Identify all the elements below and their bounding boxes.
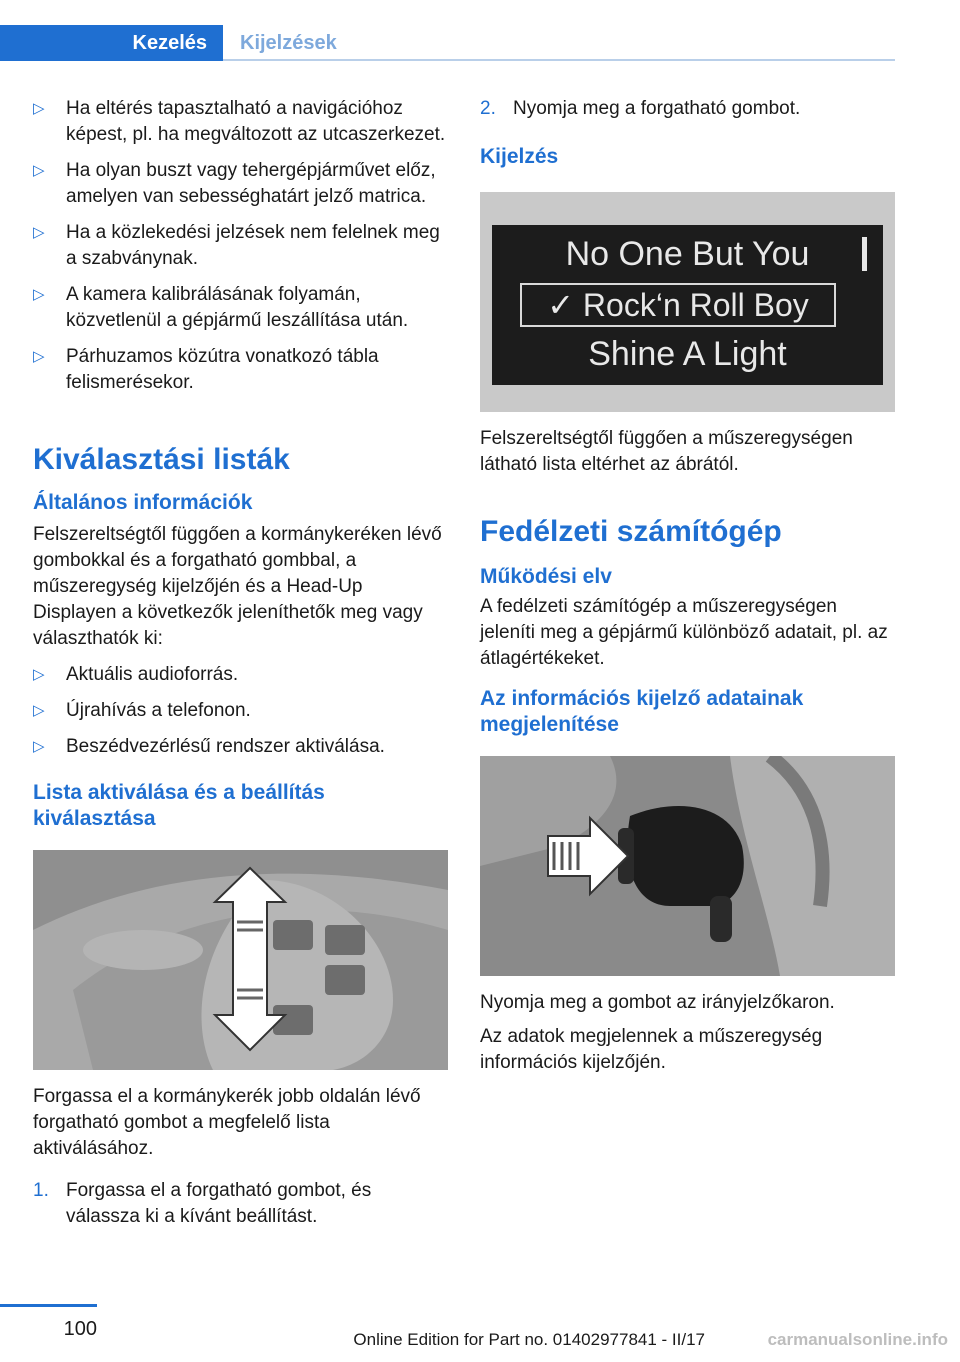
display-list-item: No One But You bbox=[565, 235, 810, 273]
step-number: 1. bbox=[33, 1180, 49, 1201]
triangle-bullet-icon: ▷ bbox=[33, 738, 45, 755]
subsection-title: Lista aktiválása és a beállítás kiválasztása bbox=[33, 781, 325, 830]
list-item bbox=[33, 282, 448, 334]
subsection-title: Kijelzés bbox=[480, 145, 559, 168]
triangle-bullet-icon: ▷ bbox=[33, 224, 45, 241]
list-item bbox=[33, 698, 448, 724]
list-item-text: Ha a közlekedési jelzések nem felelnek meg a szabványnak. bbox=[66, 222, 440, 269]
subsection-title: Általános információk bbox=[33, 491, 253, 514]
triangle-bullet-icon: ▷ bbox=[33, 100, 45, 117]
tab-kezeles[interactable]: Kezelés bbox=[0, 25, 223, 61]
scrollbar-indicator bbox=[862, 237, 867, 271]
intro-paragraph: Felszereltségtől függően a kormánykeréken lévő gombokkal és a forgatható gombbal, a műszeregység kijelzőjén és a Head-Up Displayen a következők jeleníthetők meg vagy választhatók ki: bbox=[33, 524, 442, 649]
list-item-text: Párhuzamos közútra vonatkozó tábla felismerésekor. bbox=[66, 346, 379, 393]
list-item bbox=[33, 734, 448, 760]
step-number: 2. bbox=[480, 98, 496, 119]
left-column bbox=[33, 96, 448, 1240]
list-item-text: Újrahívás a telefonon. bbox=[66, 700, 251, 721]
triangle-bullet-icon: ▷ bbox=[33, 702, 45, 719]
press-instruction: Nyomja meg a gombot az irányjelzőkaron. bbox=[480, 992, 835, 1013]
steering-wheel-figure bbox=[33, 850, 448, 1070]
right-column bbox=[480, 96, 895, 1076]
steering-wheel-illustration bbox=[33, 850, 448, 1070]
display-figure bbox=[480, 192, 895, 412]
tab-kijelzesek[interactable]: Kijelzések bbox=[240, 31, 337, 54]
result-paragraph: Az adatok megjelennek a műszeregység információs kijelzőjén. bbox=[480, 1026, 823, 1073]
instrument-display bbox=[492, 225, 883, 385]
section-title: Kiválasztási listák bbox=[33, 443, 290, 476]
step-item bbox=[480, 96, 895, 122]
triangle-bullet-icon: ▷ bbox=[33, 286, 45, 303]
list-item bbox=[33, 344, 448, 396]
watermark: carmanualsonline.info bbox=[767, 1330, 948, 1349]
list-item-text: Ha olyan buszt vagy tehergépjárművet előz, amelyen van sebességhatárt jelző matrica. bbox=[66, 160, 436, 207]
list-item-text: Beszédvezérlésű rendszer aktiválása. bbox=[66, 736, 385, 757]
triangle-bullet-icon: ▷ bbox=[33, 666, 45, 683]
display-list-item: Shine A Light bbox=[588, 335, 787, 373]
principle-paragraph: A fedélzeti számítógép a műszeregységen jeleníti meg a gépjármű különböző adatait, pl. az átlagértékeket. bbox=[480, 596, 888, 669]
list-item bbox=[33, 96, 448, 148]
edition-text: Online Edition for Part no. 01402977841 - II/17 bbox=[353, 1330, 705, 1349]
footer-rule bbox=[0, 1304, 97, 1307]
subsection-title: Az információs kijelző adatainak megjelenítése bbox=[480, 687, 804, 736]
list-item bbox=[33, 158, 448, 210]
list-item-text: Ha eltérés tapasztalható a navigációhoz képest, pl. ha megváltozott az utcaszerkezet. bbox=[66, 98, 446, 145]
triangle-bullet-icon: ▷ bbox=[33, 348, 45, 365]
step-text: Nyomja meg a forgatható gombot. bbox=[513, 98, 801, 119]
page-number: 100 bbox=[63, 1318, 97, 1340]
list-item bbox=[33, 662, 448, 688]
figure-caption: Forgassa el a kormánykerék jobb oldalán lévő forgatható gombot a megfelelő lista aktiválásához. bbox=[33, 1086, 421, 1159]
display-note: Felszereltségtől függően a műszeregységen látható lista eltérhet az ábrától. bbox=[480, 428, 853, 475]
section-title: Fedélzeti számítógép bbox=[480, 515, 782, 548]
indicator-stalk-figure bbox=[480, 756, 895, 976]
list-item-text: A kamera kalibrálásának folyamán, közvetlenül a gépjármű leszállítása után. bbox=[66, 284, 409, 331]
tab-rule bbox=[223, 59, 895, 61]
subsection-title: Működési elv bbox=[480, 565, 612, 588]
indicator-stalk-illustration bbox=[480, 756, 895, 976]
step-item bbox=[33, 1178, 448, 1230]
list-item bbox=[33, 220, 448, 272]
display-list-item-selected: ✓ Rock‘n Roll Boy bbox=[520, 283, 836, 327]
header-tabs bbox=[0, 25, 895, 61]
step-text: Forgassa el a forgatható gombot, és válassza ki a kívánt beállítást. bbox=[66, 1180, 372, 1227]
triangle-bullet-icon: ▷ bbox=[33, 162, 45, 179]
list-item-text: Aktuális audioforrás. bbox=[66, 664, 239, 685]
